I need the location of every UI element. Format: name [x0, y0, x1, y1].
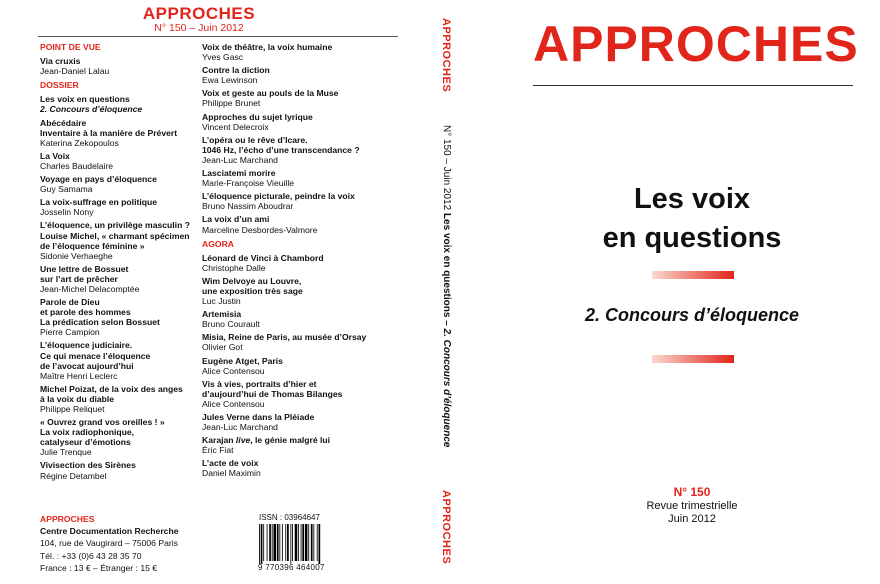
entry-title: La voix-suffrage en politique [40, 197, 157, 208]
entry-author: Régine Detambel [40, 470, 107, 481]
entry-author: Charles Baudelaire [40, 160, 114, 171]
barcode-bar [301, 524, 302, 561]
spine-theme: Les voix en questions – [441, 212, 452, 329]
section-heading: AGORA [202, 238, 234, 249]
barcode-bar [313, 524, 314, 561]
entry-author: Christophe Dalle [202, 262, 266, 273]
contents-entry [202, 253, 402, 273]
barcode-bar [319, 524, 321, 564]
spine-middle-text [441, 125, 452, 447]
contents-entry [40, 220, 198, 260]
entry-title: Léonard de Vinci à Chambord [202, 252, 324, 263]
barcode-bar [272, 524, 273, 561]
barcode-bar [263, 524, 264, 561]
contents-entry [202, 412, 402, 432]
spine-issue: N° 150 – Juin 2012 [441, 125, 452, 213]
entry-title: L’éloquence, un privilège masculin ? Louise Michel, « charmant spécimen de l’éloquence féminine » [40, 220, 190, 251]
publisher-block [40, 513, 179, 574]
frequency-label: Revue trimestrielle [646, 500, 738, 512]
front-cover-subtitle: 2. Concours d’éloquence [584, 305, 800, 325]
contents-entry [40, 174, 198, 194]
entry-title: Approches du sujet lyrique [202, 111, 313, 122]
entry-author: Sidonie Verhaeghe [40, 250, 113, 261]
divider [38, 36, 398, 37]
entry-title: Vivisection des Sirènes [40, 460, 136, 471]
entry-author: Daniel Maximin [202, 468, 261, 479]
entry-title-part: Karajan [202, 435, 236, 446]
barcode-bar [287, 524, 289, 561]
contents-entry [40, 417, 198, 457]
issn-label: ISSN : 03964647 [259, 513, 320, 522]
entry-author: Jean-Daniel Lalau [40, 66, 110, 77]
heading-line-2: en questions [602, 222, 782, 254]
entry-title: L’éloquence picturale, peindre la voix [202, 191, 355, 202]
contents-entry [202, 168, 402, 188]
contents-entry [40, 94, 198, 114]
contents-entry [40, 297, 198, 337]
entry-author: Jean-Luc Marchand [202, 422, 278, 433]
entry-author: Jean-Michel Delacomptée [40, 283, 140, 294]
entry-title: L’opéra ou le rêve d’Icare. 1046 Hz, l’écho d’une transcendance ? [202, 134, 360, 155]
entry-title: Abécédaire Inventaire à la manière de Prévert [40, 117, 178, 138]
contents-right-column [202, 42, 402, 482]
contents-entry [202, 88, 402, 108]
issue-date: Juin 2012 [668, 513, 716, 525]
entry-title: Contre la diction [202, 65, 270, 76]
barcode-bar [295, 524, 298, 561]
contents-entry [202, 435, 402, 455]
contents-entry [40, 264, 198, 294]
entry-author: Bruno Courault [202, 319, 260, 330]
entry-title: Parole de Dieu et parole des hommes La prédication selon Bossuet [40, 297, 160, 328]
contents-entry [202, 332, 402, 352]
barcode-bar [261, 524, 263, 564]
contents-entry [40, 56, 198, 76]
front-cover-issue: N° 150 [673, 485, 711, 499]
entry-title: L’acte de voix [202, 458, 259, 469]
entry-title: La Voix [40, 150, 70, 161]
entry-subtitle: 2. Concours d’éloquence [40, 104, 143, 115]
spine-top-title: APPROCHES [440, 18, 452, 93]
front-cover-title: APPROCHES [533, 16, 859, 72]
barcode-bar [259, 524, 260, 564]
back-cover-issue: N° 150 – Juin 2012 [154, 22, 244, 34]
barcode-bar [290, 524, 291, 564]
contents-entry [202, 379, 402, 409]
entry-author: Marceline Desbordes-Valmore [202, 224, 318, 235]
entry-author: Pierre Campion [40, 327, 100, 338]
entry-title: L’éloquence judiciaire. Ce qui menace l’éloquence de l’avocat aujourd’hui [40, 340, 151, 371]
entry-author: Ewa Lewinson [202, 75, 258, 86]
entry-author: Katerina Zekopoulos [40, 137, 119, 148]
back-cover-title: APPROCHES [142, 4, 256, 23]
barcode-bar [298, 524, 299, 561]
entry-title: Wim Delvoye au Louvre, une exposition très sage [202, 275, 303, 296]
barcode-number: 9 770396 464007 [258, 563, 325, 572]
entry-author: Vincent Delecroix [202, 121, 269, 132]
back-cover [0, 0, 420, 584]
entry-title: Voix de théâtre, la voix humaine [202, 42, 333, 52]
heading-line-1: Les voix [633, 183, 751, 215]
entry-author: Josselin Nony [40, 207, 94, 218]
contents-entry [40, 460, 198, 480]
contents-entry [40, 384, 198, 414]
entry-title: Lasciatemi morire [202, 168, 276, 179]
barcode-bar [305, 524, 308, 561]
contents-entry [202, 458, 402, 478]
section-heading: DOSSIER [40, 80, 79, 91]
front-cover-heading [552, 180, 832, 258]
entry-title: Voyage en pays d’éloquence [40, 174, 157, 185]
entry-author: Luc Justin [202, 296, 241, 307]
entry-title: Vis à vies, portraits d’hier et d’aujourd’hui de Thomas Bilanges [202, 378, 343, 399]
contents-entry [40, 197, 198, 217]
barcode [259, 524, 349, 564]
contents-entry [202, 65, 402, 85]
entry-author: Marie-Françoise Vieuille [202, 178, 295, 189]
contents-entry [40, 118, 198, 148]
publisher-price: France : 13 € – Étranger : 15 € [40, 562, 158, 573]
barcode-bar [267, 524, 268, 561]
publisher-address: 104, rue de Vaugirard – 75006 Paris [40, 538, 178, 549]
entry-title: La voix d’un ami [202, 214, 270, 225]
entry-title: Une lettre de Bossuet sur l’art de prêcher [40, 263, 129, 284]
contents-entry [202, 276, 402, 306]
contents-entry [202, 356, 402, 376]
decorative-bar [652, 355, 734, 363]
publisher-title: APPROCHES [40, 514, 95, 524]
entry-author: Alice Contensou [202, 398, 265, 409]
contents-entry [202, 135, 402, 165]
entry-title: Voix et geste au pouls de la Muse [202, 88, 339, 99]
barcode-bar [302, 524, 304, 561]
entry-title: Artemisia [202, 309, 242, 320]
barcode-bar [285, 524, 286, 561]
barcode-bar [317, 524, 318, 561]
barcode-bar [273, 524, 276, 561]
entry-title [202, 435, 402, 445]
publisher-name: Centre Documentation Recherche [40, 526, 179, 537]
barcode-bar [277, 524, 279, 561]
contents-entry [202, 309, 402, 329]
barcode-bar [311, 524, 313, 561]
entry-title: Eugène Atget, Paris [202, 355, 283, 366]
divider [533, 85, 853, 86]
entry-author: Yves Gasc [202, 52, 244, 63]
entry-title: Jules Verne dans la Pléiade [202, 412, 315, 422]
entry-title: Via cruxis [40, 56, 81, 67]
publisher-phone: Tél. : +33 (0)6 43 28 35 70 [40, 550, 142, 561]
entry-author: Olivier Got [202, 342, 243, 353]
entry-author: Éric Fiat [202, 445, 234, 456]
spine-subtitle: 2. Concours d’éloquence [441, 328, 452, 448]
entry-title: Les voix en questions [40, 94, 130, 105]
entry-title: Misia, Reine de Paris, au musée d’Orsay [202, 332, 367, 343]
entry-author: Philippe Brunet [202, 98, 261, 109]
contents-entry [202, 214, 402, 234]
section-heading: POINT DE VUE [40, 42, 101, 52]
entry-title: « Ouvrez grand vos oreilles ! » La voix radiophonique, catalyseur d’émotions [40, 417, 165, 448]
barcode-bar [279, 524, 280, 561]
contents-entry [40, 151, 198, 171]
contents-left-column [40, 42, 198, 484]
entry-author: Julie Trenque [40, 447, 92, 458]
entry-author: Alice Contensou [202, 365, 265, 376]
entry-author: Jean-Luc Marchand [202, 154, 278, 165]
entry-author: Bruno Nassim Aboudrar [202, 201, 294, 212]
spine-bottom-title: APPROCHES [440, 490, 452, 565]
entry-author: Philippe Reliquet [40, 404, 105, 414]
barcode-bar [269, 524, 271, 561]
entry-author: Guy Samama [40, 184, 93, 195]
contents-entry [202, 191, 402, 211]
decorative-bar [652, 271, 734, 279]
entry-title-part: live [235, 435, 251, 446]
entry-title-part: , le génie malgré lui [250, 435, 331, 446]
entry-title: Michel Poizat, de la voix des anges à la voix du diable [40, 383, 183, 404]
entry-author: Maître Henri Leclerc [40, 370, 118, 381]
front-cover-frequency [612, 500, 772, 526]
barcode-bar [292, 524, 293, 561]
barcode-bar [308, 524, 309, 561]
contents-entry [202, 112, 402, 132]
barcode-bar [282, 524, 283, 561]
contents-entry [202, 42, 402, 62]
contents-entry [40, 340, 198, 380]
